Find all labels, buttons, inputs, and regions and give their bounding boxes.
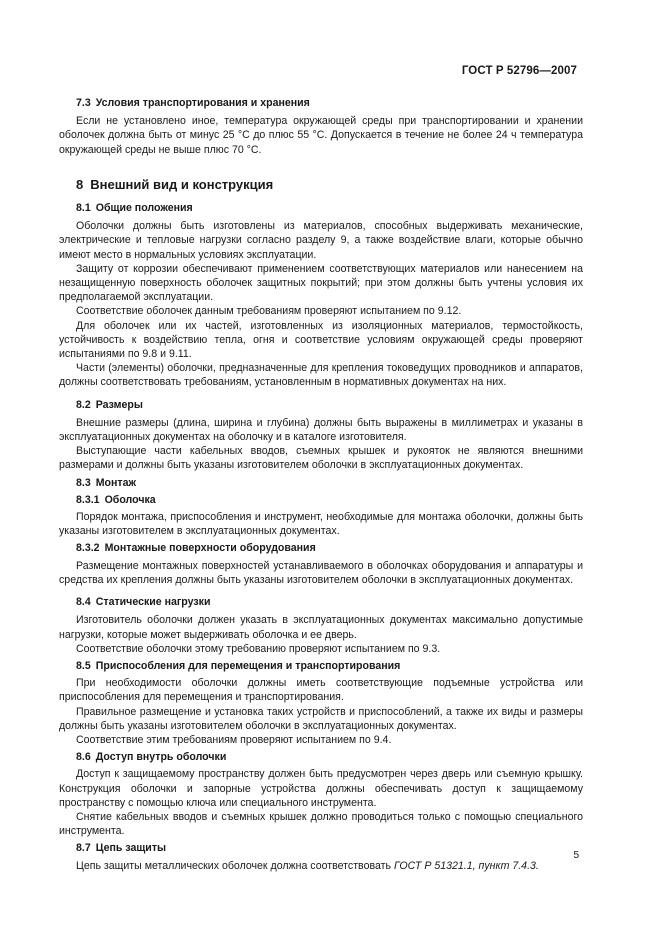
subsection-heading-7-3: 7.3 Условия транспортирования и хранения xyxy=(76,97,310,109)
paragraph: Правильное размещение и установка таких устройств и приспособлений, а также их виды и размеры должны быть указаны изготовителем оболочки в эксплуатационных документах. xyxy=(59,705,583,732)
paragraph: Доступ к защищаемому пространству должен быть предусмотрен через дверь или съемную крышку. Конструкция оболочки и запорные устройства должны обеспечивать доступ к защищаемому пространству с помощью ключа или специального инструмента. xyxy=(59,768,583,809)
subsection-heading-8-4: 8.4 Статические нагрузки xyxy=(76,596,211,609)
subsection-heading-8-3-1: 8.3.1 Оболочка xyxy=(76,493,156,506)
paragraph: Соответствие оболочек данным требованиям проверяют испытанием по 9.12. xyxy=(76,305,462,318)
paragraph: Порядок монтажа, приспособления и инструмент, необходимые для монтажа оболочки, должны быть указаны изготовителем в эксплуатационных документах. xyxy=(59,511,583,538)
paragraph: Если не установлено иное, температура окружающей среды при транспортировании и хранении оболочек должна быть от минус 25 °С до плюс 55 °С. Допускается в течение не более 24 ч температура окружающей среды не выше плюс 70 °С. xyxy=(59,115,583,156)
paragraph: Оболочки должны быть изготовлены из материалов, способных выдерживать механические, электрические и тепловые нагрузки согласно разделу 9, а также воздействие влаги, которые обычно имеют место в нормальных условиях эксплуатации. xyxy=(59,220,583,261)
paragraph: Защиту от коррозии обеспечивают применением соответствующих материалов или нанесением на незащищенную поверхность оболочек защитных покрытий; при этом должны быть учтены условия их предполагаемой эксплуатации. xyxy=(59,262,583,304)
paragraph: Размещение монтажных поверхностей устанавливаемого в оболочках оборудования и аппаратуры и средства их крепления должны быть указаны изготовителем оболочки в эксплуатационных документах. xyxy=(59,559,583,586)
document-body xyxy=(59,96,583,873)
paragraph: Цепь защиты металлических оболочек должна соответствовать ГОСТ Р 51321.1, пункт 7.4.3. xyxy=(76,859,539,872)
subsection-heading-8-7: 8.7 Цепь защиты xyxy=(76,842,167,855)
standard-reference: ГОСТ Р 51321.1, пункт 7.4.3. xyxy=(393,859,539,872)
paragraph: Внешние размеры (длина, ширина и глубина) должны быть выражены в миллиметрах и указаны в эксплуатационных документах на оболочку и в каталоге изготовителя. xyxy=(59,416,583,444)
document-header: ГОСТ Р 52796—2007 xyxy=(461,65,577,77)
subsection-heading-8-3: 8.3 Монтаж xyxy=(76,476,137,489)
subsection-heading-8-2: 8.2 Размеры xyxy=(76,398,143,411)
paragraph: Соответствие оболочки этому требованию проверяют испытанием по 9.3. xyxy=(76,642,441,655)
paragraph: Соответствие этим требованиям проверяют испытанием по 9.4. xyxy=(76,733,392,746)
subsection-heading-8-6: 8.6 Доступ внутрь оболочки xyxy=(76,751,227,764)
page-number: 5 xyxy=(573,850,579,861)
paragraph: Снятие кабельных вводов и съемных крышек должно проводиться только с помощью специального инструмента. xyxy=(59,810,583,838)
paragraph: Для оболочек или их частей, изготовленных из изоляционных материалов, термостойкость, устойчивость к воздействию тепла, огня и соответствие условиям окружающей среды проверяют испытаниями по 9.8 и 9.11. xyxy=(59,319,583,361)
paragraph: Изготовитель оболочки должен указать в эксплуатационных документах максимально допустимые нагрузки, которые может выдерживать оболочка и ее дверь. xyxy=(59,614,583,641)
subsection-heading-8-5: 8.5 Приспособления для перемещения и транспортирования xyxy=(76,659,401,672)
paragraph: Выступающие части кабельных вводов, съемных крышек и рукояток не являются внешними размерами и должны быть указаны изготовителем оболочки в эксплуатационных документах. xyxy=(59,445,583,472)
subsection-heading-8-1: 8.1 Общие положения xyxy=(76,202,193,215)
subsection-heading-8-3-2: 8.3.2 Монтажные поверхности оборудования xyxy=(76,542,316,555)
paragraph: При необходимости оболочки должны иметь соответствующие подъемные устройства или приспособления для перемещения и транспортирования. xyxy=(59,677,583,704)
paragraph: Части (элементы) оболочки, предназначенные для крепления токоведущих проводников и аппаратов, должны соответствовать требованиям, установленным в нормативных документах на них. xyxy=(59,362,583,389)
section-heading-8: 8 Внешний вид и конструкция xyxy=(76,176,274,192)
